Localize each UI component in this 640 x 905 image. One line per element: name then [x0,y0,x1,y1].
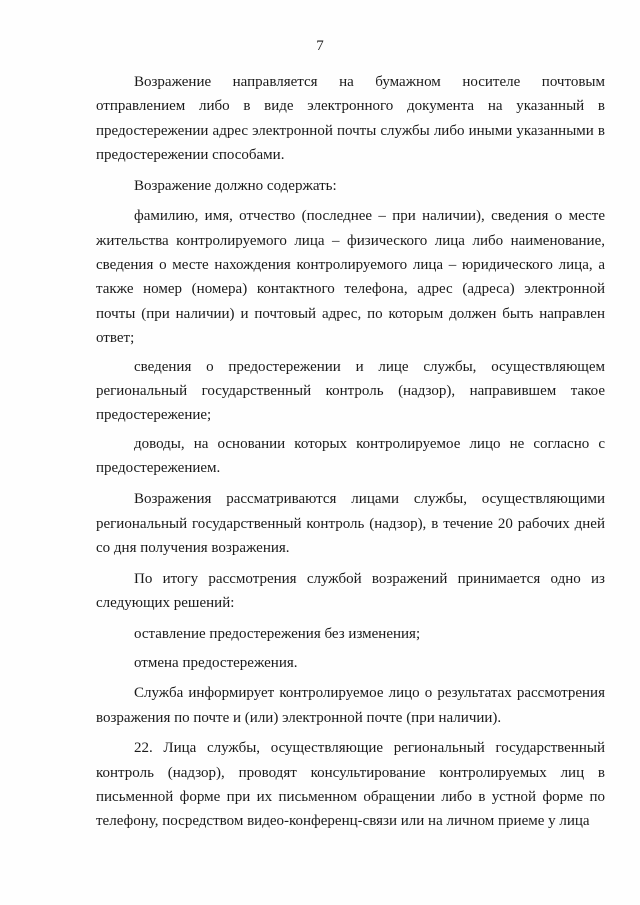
list-item-decision-cancel: отмена предостережения. [134,654,298,671]
list-item-applicant-details: фамилию, имя, отчество (последнее – при наличии), сведения о месте жительства контролируемого лица – физического лица либо наименование, сведения о месте нахождения контролируемого лица – юридического лица, а также номер (номера) контактного телефона, адрес (адреса) электронной почты (при наличии) и почтовый адрес, по которым должен быть направлен ответ; [96,208,605,346]
paragraph-notification: Служба информирует контролируемое лицо о результатах рассмотрения возражения по почте и (или) электронной почте (при наличии). [96,685,605,726]
paragraph-22-consultation: 22. Лица службы, осуществляющие региональный государственный контроль (надзор), проводят консультирование контролируемых лиц в письменной форме при их письменном обращении либо в устной форме по телефону, посредством видео-конференц-связи или на личном приеме у лица [96,740,605,830]
list-item-warning-details: сведения о предостережении и лице службы, осуществляющем региональный государственный контроль (надзор), направившем такое предостережение; [96,358,605,424]
paragraph-objection-submission: Возражение направляется на бумажном носителе почтовым отправлением либо в виде электронного документа на указанный в предостережении адрес электронной почты службы либо иными указанными в предостережении способами. [96,74,605,163]
paragraph-objection-review-term: Возражения рассматриваются лицами службы, осуществляющими региональный государственный контроль (надзор), в течение 20 рабочих дней со дня получения возражения. [96,491,605,556]
paragraph-objection-contents-intro: Возражение должно содержать: [134,177,337,194]
document-body [96,70,605,834]
list-item-decision-keep: оставление предостережения без изменения; [134,625,421,642]
paragraph-decision-intro: По итогу рассмотрения службой возражений принимается одно из следующих решений: [96,570,605,611]
list-item-arguments: доводы, на основании которых контролируемое лицо не согласно с предостережением. [96,436,605,477]
page-number: 7 [316,38,324,54]
